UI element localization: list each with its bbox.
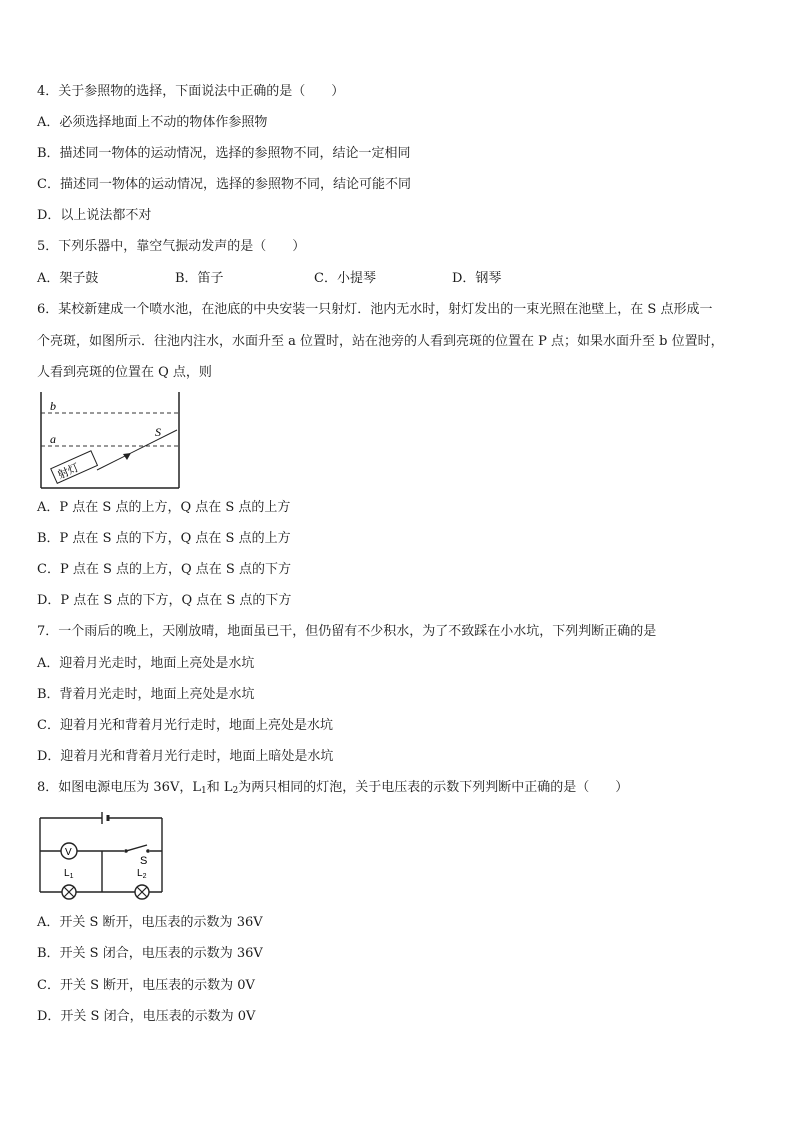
- circuit-figure: [36, 808, 168, 900]
- voltmeter-label: V: [65, 847, 72, 858]
- q4-stem: 4．关于参照物的选择，下面说法中正确的是（ ）: [37, 84, 345, 99]
- q7-option-c: C．迎着月光和背着月光行走时，地面上亮处是水坑: [37, 718, 333, 733]
- q8-option-d: D．开关 S 闭合，电压表的示数为 0V: [37, 1009, 256, 1024]
- voltmeter-icon: [61, 843, 77, 859]
- q6-option-b: B．P 点在 S 点的下方，Q 点在 S 点的上方: [37, 531, 291, 546]
- q5-option-c: C．小提琴: [314, 271, 376, 286]
- q4-option-d: D．以上说法都不对: [37, 208, 152, 223]
- q6-stem-line1: 6．某校新建成一个喷水池，在池底的中央安装一只射灯．池内无水时，射灯发出的一束光照在池壁上，在 S 点形成一: [37, 302, 713, 317]
- q8-option-b: B．开关 S 闭合，电压表的示数为 36V: [37, 946, 263, 961]
- q7-option-a: A．迎着月光走时，地面上亮处是水坑: [37, 656, 255, 671]
- switch-icon: [124, 845, 150, 854]
- q4-option-a: A．必须选择地面上不动的物体作参照物: [37, 115, 268, 130]
- q6-option-a: A．P 点在 S 点的上方，Q 点在 S 点的上方: [37, 500, 291, 515]
- label-b: b: [50, 399, 56, 413]
- q5-option-b: B．笛子: [175, 271, 224, 286]
- q5-option-a: A．架子鼓: [37, 271, 99, 286]
- q7-option-b: B．背着月光走时，地面上亮处是水坑: [37, 687, 255, 702]
- light-beam: [97, 430, 177, 470]
- bulb-l2-icon: [135, 885, 149, 899]
- label-s: S: [155, 425, 161, 439]
- q5-option-d: D．钢琴: [452, 271, 502, 286]
- q6-option-c: C．P 点在 S 点的上方，Q 点在 S 点的下方: [37, 562, 291, 577]
- q8-option-c: C．开关 S 断开，电压表的示数为 0V: [37, 978, 255, 993]
- q4-option-c: C．描述同一物体的运动情况，选择的参照物不同，结论可能不同: [37, 177, 411, 192]
- switch-label: S: [140, 855, 148, 867]
- q7-stem: 7．一个雨后的晚上，天刚放晴，地面虽已干，但仍留有不少积水，为了不致踩在小水坑，下列判断正确的是: [37, 624, 657, 639]
- q7-option-d: D．迎着月光和背着月光行走时，地面上暗处是水坑: [37, 749, 334, 764]
- battery-icon: [102, 812, 108, 824]
- spotlight-label: 射灯: [55, 460, 82, 482]
- q4-option-b: B．描述同一物体的运动情况，选择的参照物不同，结论一定相同: [37, 146, 411, 161]
- q8-stem: 8．如图电源电压为 36V，$L_1$和 $L_2$为两只相同的灯泡，关于电压表的示数下列判断中正确的是（ ）: [37, 780, 629, 796]
- q5-stem: 5．下列乐器中，靠空气振动发声的是（ ）: [37, 239, 306, 254]
- bulb-l1-label: $L_1$: [64, 868, 74, 880]
- bulb-l1-icon: [62, 885, 76, 899]
- q6-stem-line3: 人看到亮斑的位置在 Q 点，则: [37, 365, 212, 380]
- spotlight: [51, 451, 98, 484]
- bulb-l2-label: $L_2$: [137, 868, 147, 880]
- pool-figure: [35, 390, 185, 490]
- label-a: a: [50, 432, 56, 446]
- q6-option-d: D．P 点在 S 点的下方，Q 点在 S 点的下方: [37, 593, 292, 608]
- q6-stem-line2: 个亮斑，如图所示．往池内注水，水面升至 a 位置时，站在池旁的人看到亮斑的位置在 P 点；如果水面升至 b 位置时，: [37, 334, 724, 349]
- q8-option-a: A．开关 S 断开，电压表的示数为 36V: [37, 915, 263, 930]
